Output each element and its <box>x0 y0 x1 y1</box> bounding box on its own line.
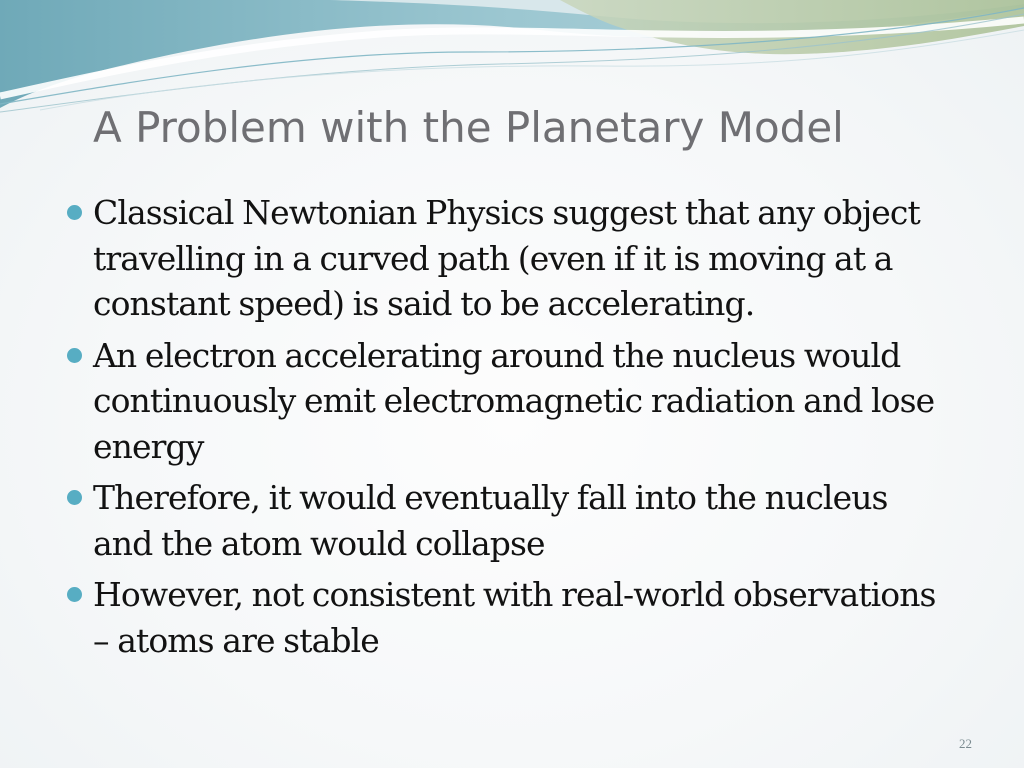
slide-title: A Problem with the Planetary Model <box>93 103 844 152</box>
page-number: 22 <box>959 736 972 751</box>
bullet-dot-icon <box>67 490 82 505</box>
bullet-dot-icon <box>67 587 82 602</box>
bullet-item <box>65 190 945 327</box>
bullet-text: However, not consistent with real-world observations – atoms are stable <box>93 575 936 660</box>
bullet-text: Therefore, it would eventually fall into the nucleus and the atom would collapse <box>93 478 888 563</box>
bullet-dot-icon <box>67 205 82 220</box>
bullet-item <box>65 333 945 470</box>
bullet-item <box>65 572 945 663</box>
bullet-text: An electron accelerating around the nucleus would continuously emit electromagnetic radiation and lose energy <box>93 335 935 466</box>
bullet-text: Classical Newtonian Physics suggest that any object travelling in a curved path (even if it is moving at a constant speed) is said to be accelerating. <box>93 193 920 323</box>
bullet-item <box>65 475 945 566</box>
bullet-list <box>65 190 945 669</box>
bullet-dot-icon <box>67 348 82 363</box>
